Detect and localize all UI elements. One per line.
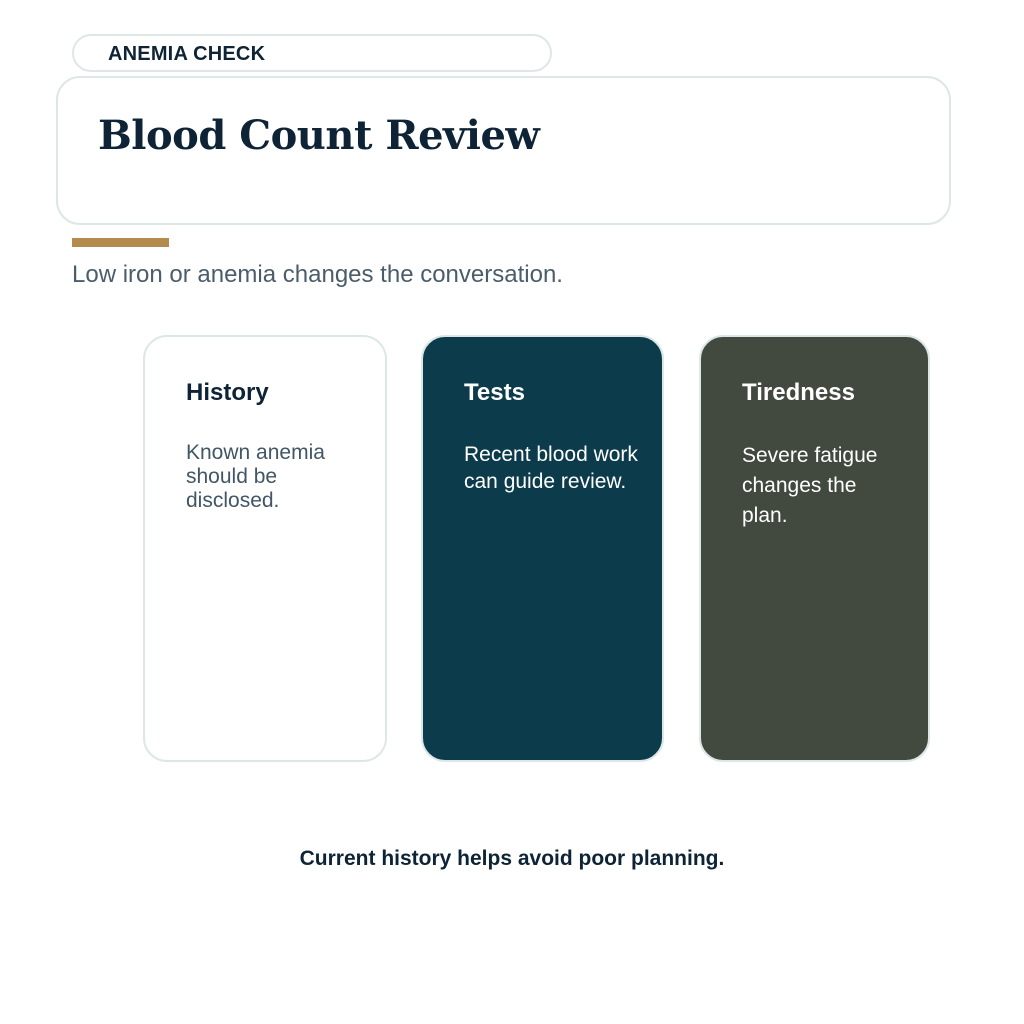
card-history — [143, 335, 387, 762]
footer-note: Current history helps avoid poor planning. — [299, 847, 725, 870]
card-body: Known anemia should be disclosed. — [186, 441, 325, 512]
card-tests — [421, 335, 664, 762]
card-title: Tiredness — [742, 379, 855, 406]
card-body: Recent blood work can guide review. — [464, 443, 638, 493]
card-title: History — [186, 379, 269, 406]
card-body: Severe fatigue changes the plan. — [742, 444, 878, 527]
page-subtitle: Low iron or anemia changes the conversation. — [72, 261, 563, 288]
page-title: Blood Count Review — [98, 112, 540, 159]
card-title: Tests — [464, 379, 525, 406]
category-label: ANEMIA CHECK — [108, 43, 266, 65]
card-tiredness — [699, 335, 930, 762]
accent-divider — [72, 238, 169, 247]
